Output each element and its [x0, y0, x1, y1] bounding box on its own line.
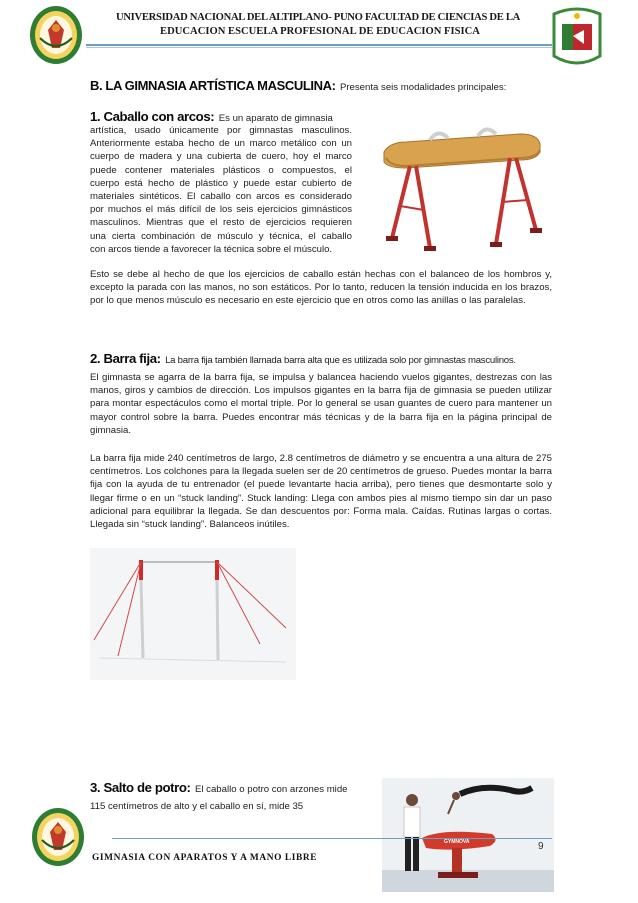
caballo-line: cuerpo de madera y una cubierta de cuero, hoy el marco — [90, 151, 352, 163]
faculty-flag-emblem — [548, 6, 606, 68]
header-rule-thin — [86, 47, 552, 48]
vault-image — [382, 778, 554, 892]
caballo-line: Anteriormente estaba hecho de un marco metálico con un — [90, 138, 352, 150]
university-seal-top — [28, 4, 84, 66]
caballo-line: cuerpo está hecho de plástico y puede estar cubierto de — [90, 177, 352, 189]
caballo-line: masculinos. Mientras que el resto de ejercicios requieren — [90, 217, 352, 229]
caballo-continuation-text: Esto se debe al hecho de que los ejercicios de caballo están hechas con el balanceo de los hombros y, excepto la parada con las manos, no son estáticos. Por lo tanto, reducen la tensión inducida en los brazos, por lo que menos músculo es necesario en este ejercicio que en otros como las anillas o las paralelas. — [90, 269, 552, 307]
high-bar-image — [90, 548, 296, 680]
header-line-2: EDUCACION ESCUELA PROFESIONAL DE EDUCACION FISICA — [160, 26, 480, 37]
university-header — [86, 11, 550, 39]
barra-heading: 2. Barra fija: — [90, 351, 161, 366]
vault-brand-label: GYMNOVA — [444, 839, 470, 845]
barra-heading-row — [90, 350, 560, 368]
caballo-intro: Es un aparato de gimnasia — [218, 113, 333, 124]
header-rule — [86, 44, 552, 46]
pommel-horse-image — [370, 118, 554, 264]
barra-paragraph-2: La barra fija mide 240 centímetros de largo, 2.8 centímetros de diámetro y se encuentra a una altura de 275 centímetros. Los colchones para la llegada suelen ser de 20 centímetros de grueso. Puedes montar la barra fija con la ayuda de tu entrenador (el puede levantarte hacia arriba), pero tienes que desmontarte solo y llegar firme o en un “stuck landing”. Stuck landing: Llega con ambos pies al mismo tiempo sin dar un paso adicional para equilibrar la llegada. Se dan descuentos por: Forma mala. Caídas. Rutinas largas o cortas. Llegada sin “stuck landing”. Balanceos inútiles. — [90, 453, 552, 531]
header-line-1: UNIVERSIDAD NACIONAL DEL ALTIPLANO- PUNO FACULTAD DE CIENCIAS DE LA — [115, 12, 520, 23]
caballo-line: artística, usado únicamente por gimnastas masculinos. — [90, 125, 352, 136]
caballo-line: con arcos tiende a favorecer la técnica sobre el músculo. — [90, 243, 333, 255]
university-seal-bottom — [30, 806, 86, 868]
caballo-continuation — [90, 268, 552, 308]
caballo-text-block — [90, 124, 352, 256]
section-b-subtitle: Presenta seis modalidades principales: — [339, 82, 507, 93]
salto-line-2: 115 centímetros de alto y el caballo en sí, mide 35 — [90, 801, 304, 812]
section-b-title-row — [90, 77, 560, 95]
salto-heading-row — [90, 779, 390, 797]
caballo-line: por muchos el más difícil de los seis ejercicios gimnásticos — [90, 204, 352, 216]
barra-paragraph-1: El gimnasta se agarra de la barra fija, se impulsa y balancea haciendo vuelos gigantes, destrezas con las manos, giros y cambios de dirección. Los impulsos gigantes en la barra fija de gimnasia se pueden utilizar para montar espectáculos como el mortal triple. Por lo general se usan guantes de cuero para mantener un mayor control sobre la barra. Puedes encontrar más técnicas y de la barra fija en la página principal de gimnasia. — [90, 372, 552, 436]
footer-rule — [112, 838, 552, 839]
section-b-title: B. LA GIMNASIA ARTÍSTICA MASCULINA: — [90, 78, 336, 93]
caballo-heading: 1. Caballo con arcos: — [90, 109, 215, 124]
barra-para-2 — [90, 452, 552, 531]
caballo-line: puede contener materiales plásticos o compuestos, el — [90, 164, 352, 176]
salto-text — [90, 800, 352, 813]
barra-intro: La barra fija también llamada barra alta que es utilizada solo por gimnastas masculinos. — [165, 355, 516, 366]
salto-intro: El caballo o potro con arzones mide — [194, 784, 348, 795]
caballo-line: una cierta combinación de músculo y técnica, el caballo — [90, 230, 352, 242]
barra-para-1 — [90, 371, 552, 437]
page-number: 9 — [538, 841, 544, 852]
caballo-line: materiales sintéticos. El caballo con arcos es considerado — [90, 191, 352, 203]
footer-title: GIMNASIA CON APARATOS Y A MANO LIBRE — [92, 853, 318, 863]
salto-heading: 3. Salto de potro: — [90, 780, 191, 795]
